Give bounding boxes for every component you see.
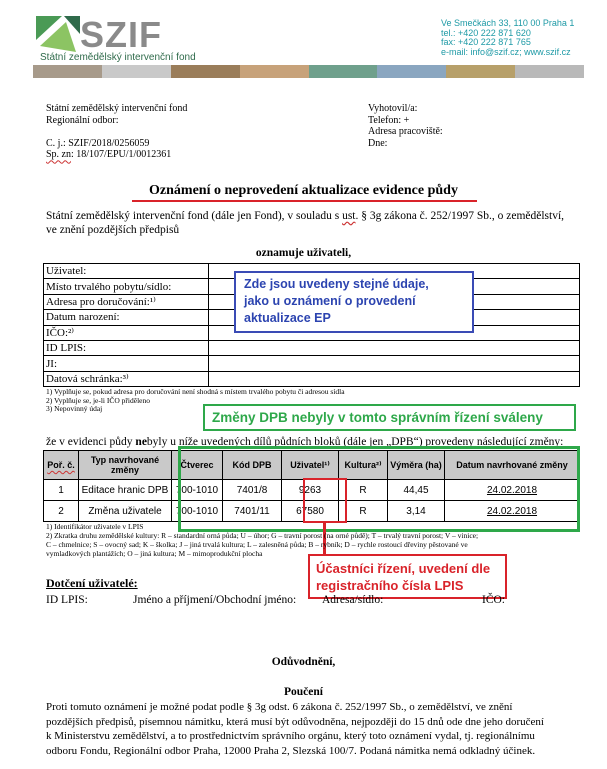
cell: 3,14 xyxy=(388,501,445,522)
affected-users-heading: Dotčení uživatelé: xyxy=(46,576,138,590)
announce-heading: oznamuje uživateli, xyxy=(255,247,352,259)
cell: Editace hranic DPB xyxy=(79,480,172,501)
row-value xyxy=(209,340,580,355)
affected-col-address: Adresa/sídlo: xyxy=(322,594,384,606)
contact-email: e-mail: info@szif.cz; www.szif.cz xyxy=(441,46,571,57)
row-label: ID LPIS: xyxy=(44,340,209,355)
cell: R xyxy=(339,501,388,522)
document-title: Oznámení o neprovedení aktualizace evidence půdy xyxy=(149,183,458,198)
phone-label: Telefon: + xyxy=(368,114,410,126)
color-segment xyxy=(377,65,446,78)
date-label: Dne: xyxy=(368,137,388,149)
logo-text: SZIF xyxy=(80,14,162,55)
table-row xyxy=(44,371,580,386)
col-header: Uživatel¹⁾ xyxy=(282,451,339,480)
workplace-label: Adresa pracoviště: xyxy=(368,126,443,138)
prepared-by: Vyhotovil/a: xyxy=(368,103,418,114)
color-segment xyxy=(102,65,171,78)
footnotes-culture: 1) Identifikátor uživatele v LPIS 2) Zkratka druhu zemědělské kultury: R – standardní orná půda; U – úhor; G – travní porost (na orné půdě); T – trvalý travní porost; V – vinice; C – chmelnice; S – ovocný sad; K – školka; J – jiná trvalá kultura; L – zalesněná půda; B – rybník; D – rychle rostoucí dřeviny pěstované ve vymladkových plantážích; O – jiná kultura; M – mimoprodukční plocha xyxy=(46,522,479,558)
cell: 700-1010 xyxy=(172,501,223,522)
cell: 1 xyxy=(44,480,79,501)
col-header: Typ navrhované změny xyxy=(79,451,172,480)
color-segment xyxy=(171,65,240,78)
regional-office: Regionální odbor: xyxy=(46,114,119,126)
col-header: Datum navrhované změny xyxy=(445,451,580,480)
color-segment xyxy=(240,65,309,78)
row-label: Místo trvalého pobytu/sídlo: xyxy=(44,279,209,294)
col-header: Kód DPB xyxy=(223,451,282,480)
row-label: IČO:²⁾ xyxy=(44,325,209,340)
cell: 700-1010 xyxy=(172,480,223,501)
blue-annotation: Zde jsou uvedeny stejné údaje, jako u oznámení o provedení aktualizace EP xyxy=(234,271,474,333)
row-label: JI: xyxy=(44,356,209,371)
cell: 2 xyxy=(44,501,79,522)
contact-fax: fax: +420 222 871 765 xyxy=(441,37,531,47)
row-value xyxy=(209,371,580,386)
table-row xyxy=(44,356,580,371)
cell: 7401/8 xyxy=(223,480,282,501)
col-header: Čtverec xyxy=(172,451,223,480)
cell: R xyxy=(339,480,388,501)
intro-paragraph: Státní zemědělský intervenční fond (dále jen Fond), v souladu s ust. § 3g zákona č. 252/1997 Sb., o zemědělství, ve znění pozdějších předpisů xyxy=(46,210,565,236)
red-highlight-frame xyxy=(303,478,347,523)
row-label: Adresa pro doručování:¹⁾ xyxy=(44,294,209,309)
changes-sentence: že v evidenci půdy nebyly u níže uvedených dílů půdních bloků (dále jen „DPB“) provedeny následující změny: xyxy=(46,436,564,448)
affected-col-ico: IČO: xyxy=(482,594,505,606)
green-annotation: Změny DPB nebyly v tomto správním řízení sváleny xyxy=(203,404,576,431)
cell: 67580 xyxy=(282,501,339,522)
affected-col-id: ID LPIS: xyxy=(46,594,88,606)
col-header: Kultura²⁾ xyxy=(339,451,388,480)
header-color-bar xyxy=(33,65,584,78)
case-number: C. j.: SZIF/2018/0256059 xyxy=(46,137,150,149)
cell: 44,45 xyxy=(388,480,445,501)
contact-phone: tel.: +420 222 871 620 xyxy=(441,27,531,38)
cell: Změna uživatele xyxy=(79,501,172,522)
cell: 9263 xyxy=(282,480,339,501)
info-block xyxy=(368,103,443,149)
contact-block xyxy=(441,19,574,57)
logo-subtitle: Státní zemědělský intervenční fond xyxy=(40,52,196,63)
cell: 7401/11 xyxy=(223,501,282,522)
color-segment xyxy=(446,65,515,78)
sender-name: Státní zemědělský intervenční fond xyxy=(46,103,188,114)
row-label: Datum narození: xyxy=(44,310,209,325)
row-value xyxy=(209,356,580,371)
instruction-text: Proti tomuto oznámení je možné podat podle § 3g odst. 6 zákona č. 252/1997 Sb., o zemědělství, ve znění pozdějších předpisů, písemnou námitku, která musí být odůvodněna, nejpozději do 15 dnů ode dne jeho doručení k Ministerstvu zemědělství, a to prostřednictvím správního orgánu, který toto oznámení vydal, tj. regionálnímu odboru Fondu, Regionální odbor Praha, 12000 Praha 2, Slezská 100/7. Podaná námitka nemá odkladný účinek. xyxy=(46,701,544,757)
green-highlight-frame xyxy=(178,446,580,532)
title-red-underline xyxy=(132,200,477,202)
red-annotation: Účastníci řízení, uvedení dle registračního čísla LPIS xyxy=(308,554,507,599)
row-label: Datová schránka:³⁾ xyxy=(44,371,209,386)
szif-logo-mark-icon xyxy=(36,16,80,52)
color-segment xyxy=(33,65,102,78)
justification-heading: Odůvodnění, xyxy=(271,656,336,668)
contact-address: Ve Smečkách 33, 110 00 Praha 1 xyxy=(441,18,575,28)
footnotes-user: 1) Vyplňuje se, pokud adresa pro doručování není shodná s místem trvalého pobytu či adresou sídla 2) Vyplňuje se, je-li IČO přiděleno 3) Nepovinný údaj xyxy=(46,387,345,413)
row-label: Uživatel: xyxy=(44,264,209,279)
cell: 24.02.2018 xyxy=(445,501,580,522)
instruction-heading: Poučení xyxy=(284,686,323,698)
cell: 24.02.2018 xyxy=(445,480,580,501)
file-number: Sp. zn: 18/107/EPU/1/0012361 xyxy=(46,149,172,161)
color-segment xyxy=(309,65,378,78)
col-header: Výměra (ha) xyxy=(388,451,445,480)
sender-block xyxy=(46,103,187,161)
color-segment xyxy=(515,65,584,78)
affected-col-name: Jméno a příjmení/Obchodní jméno: xyxy=(133,594,297,606)
col-header: Poř. č. xyxy=(44,451,79,480)
table-row xyxy=(44,340,580,355)
